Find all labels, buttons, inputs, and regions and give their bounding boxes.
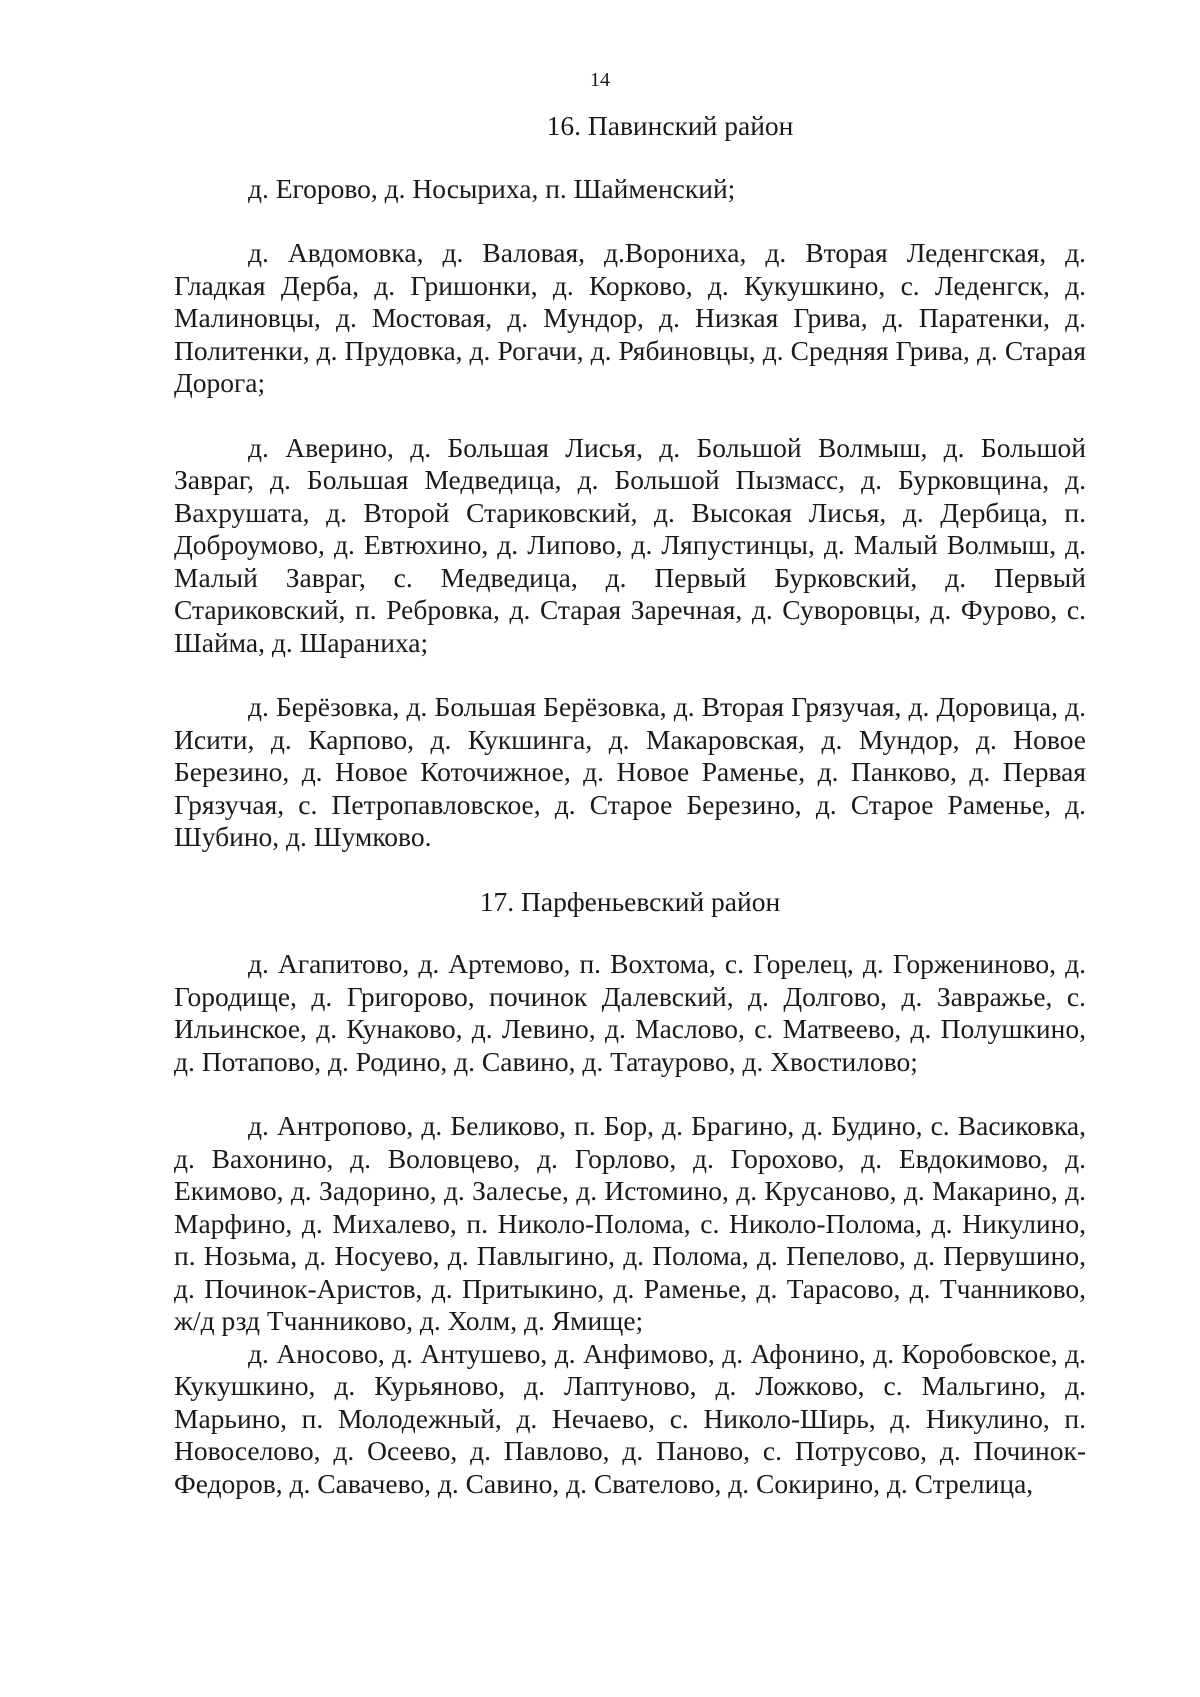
section-pavinsky <box>174 110 1086 854</box>
section-heading: 16. Павинский район <box>546 110 794 141</box>
paragraph: д. Аносово, д. Антушево, д. Анфимово, д. Афонино, д. Коробовское, д. Кукушкино, д. Курьяново, д. Лаптуново, д. Ложково, с. Мальгино, д. Марьино, п. Молодежный, д. Нечаево, с. Николо-Ширь, д. Никулино, п. Новоселово, д. Осеево, д. Павлово, д. Паново, с. Потрусово, д. Починок-Федоров, д. Савачево, д. Савино, д. Свателово, д. Сокирино, д. Стрелица, <box>174 1337 1086 1499</box>
page-number: 14 <box>590 69 610 91</box>
paragraph: д. Аверино, д. Большая Лисья, д. Большой Волмыш, д. Большой Завраг, д. Большая Медведица, д. Большой Пызмасс, д. Бурковщина, д. Вахрушата, д. Второй Стариковский, д. Высокая Лисья, д. Дербица, п. Доброумово, д. Евтюхино, д. Липово, д. Ляпустинцы, д. Малый Волмыш, д. Малый Завраг, с. Медведица, д. Первый Бурковский, д. Первый Стариковский, п. Ребровка, д. Старая Заречная, д. Суворовцы, д. Фурово, с. Шайма, д. Шараниха; <box>174 431 1086 658</box>
section-heading: 17. Парфеньевский район <box>479 885 781 917</box>
paragraph: д. Берёзовка, д. Большая Берёзовка, д. Вторая Грязучая, д. Доровица, д. Исити, д. Карпово, д. Кукшинга, д. Макаровская, д. Мундор, д. Новое Березино, д. Новое Коточижное, д. Новое Раменье, д. Панково, д. Первая Грязучая, с. Петропавловское, д. Старое Березино, д. Старое Раменье, д. Шубино, д. Шумково. <box>174 691 1086 852</box>
paragraph: д. Авдомовка, д. Валовая, д.Ворониха, д. Вторая Леденгская, д. Гладкая Дерба, д. Гришонки, д. Корково, д. Кукушкино, с. Леденгск, д. Малиновцы, д. Мостовая, д. Мундор, д. Низкая Грива, д. Паратенки, д. Политенки, д. Прудовка, д. Рогачи, д. Рябиновцы, д. Средняя Грива, д. Старая Дорога; <box>174 237 1086 398</box>
section-parfenyevsky <box>174 886 1086 1501</box>
paragraph: д. Агапитово, д. Артемово, п. Вохтома, с. Горелец, д. Горжениново, д. Городище, д. Григорово, починок Далевский, д. Долгово, д. Завражье, с. Ильинское, д. Кунаково, д. Левино, д. Маслово, с. Матвеево, д. Полушкино, д. Потапово, д. Родино, д. Савино, д. Татаурово, д. Хвостилово; <box>174 948 1086 1077</box>
document-body <box>174 110 1086 1500</box>
paragraph: д. Антропово, д. Беликово, п. Бор, д. Брагино, д. Будино, с. Васиковка, д. Вахонино, д. Воловцево, д. Горлово, д. Горохово, д. Евдокимово, д. Екимово, д. Задорино, д. Залесье, д. Истомино, д. Крусаново, д. Макарино, д. Марфино, д. Михалево, п. Николо-Полома, с. Николо-Полома, д. Никулино, п. Нозьма, д. Носуево, д. Павлыгино, д. Полома, д. Пепелово, д. Первушино, д. Починок-Аристов, д. Притыкино, д. Раменье, д. Тарасово, д. Тчанниково, ж/д рзд Тчанниково, д. Холм, д. Ямище; <box>174 1110 1086 1336</box>
paragraph: д. Егорово, д. Носыриха, п. Шайменский; <box>248 172 736 204</box>
